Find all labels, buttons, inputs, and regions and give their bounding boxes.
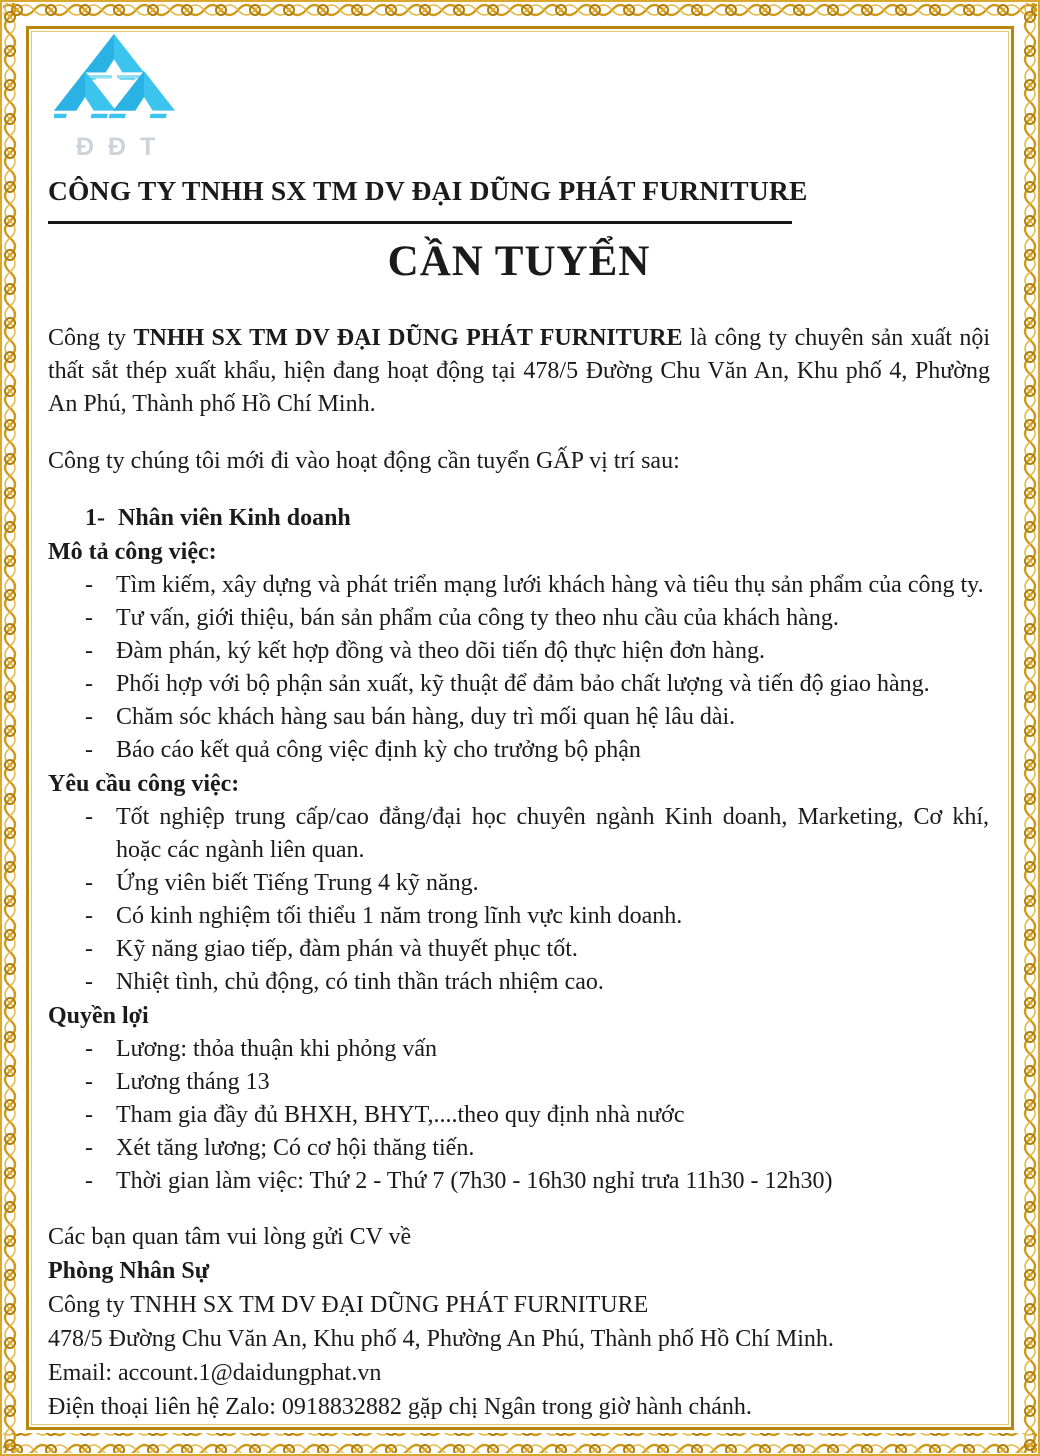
intro-suffix: là công ty chuyên sản xuất nội thất sắt thép xuất khẩu, hiện đang hoạt động tại 478/5 Đường Chu Văn An, Khu phố 4, Phường An Phú, Thành phố Hồ Chí Minh. <box>48 324 990 417</box>
footer-email: Email: account.1@daidungphat.vn <box>48 1359 382 1386</box>
cv-invite-line: Các bạn quan tâm vui lòng gửi CV về <box>48 1223 412 1250</box>
footer-address: 478/5 Đường Chu Văn An, Khu phố 4, Phường An Phú, Thành phố Hồ Chí Minh. <box>48 1325 834 1352</box>
bullet-dash: - <box>85 968 93 995</box>
bullet-dash: - <box>85 869 93 896</box>
list-item: - Phối hợp với bộ phận sản xuất, kỹ thuật để đảm bảo chất lượng và tiến độ giao hàng. <box>85 668 990 701</box>
section-heading-job-description: Mô tả công việc: <box>48 538 217 565</box>
company-name-header: CÔNG TY TNHH SX TM DV ĐẠI DŨNG PHÁT FURNITURE <box>48 175 808 206</box>
bullet-dash: - <box>85 1167 93 1194</box>
bullet-dash: - <box>85 1101 93 1128</box>
bullet-dash: - <box>85 637 93 664</box>
list-item: - Ứng viên biết Tiếng Trung 4 kỹ năng. <box>85 867 990 900</box>
list-item: - Lương: thỏa thuận khi phỏng vấn <box>85 1033 990 1066</box>
benefits-list <box>48 1033 990 1198</box>
header-divider <box>48 221 792 224</box>
list-item: - Tốt nghiệp trung cấp/cao đẳng/đại học chuyên ngành Kinh doanh, Marketing, Cơ khí, hoặc các ngành liên quan. <box>85 801 990 867</box>
company-logo <box>54 34 990 160</box>
list-item: - Kỹ năng giao tiếp, đàm phán và thuyết phục tốt. <box>85 933 990 966</box>
bullet-dash: - <box>85 703 93 730</box>
list-item: - Tìm kiếm, xây dựng và phát triển mạng lưới khách hàng và tiêu thụ sản phẩm của công ty. <box>85 569 990 602</box>
list-item: - Chăm sóc khách hàng sau bán hàng, duy trì mối quan hệ lâu dài. <box>85 701 990 734</box>
bullet-dash: - <box>85 1035 93 1062</box>
list-item: - Tham gia đầy đủ BHXH, BHYT,....theo quy định nhà nước <box>85 1099 990 1132</box>
logo-wordmark: ĐĐT <box>76 133 170 161</box>
position-title: Nhân viên Kinh doanh <box>118 504 351 531</box>
section-heading-benefits: Quyền lợi <box>48 1002 149 1029</box>
bullet-dash: - <box>85 935 93 962</box>
bullet-dash: - <box>85 670 93 697</box>
contact-block <box>48 1220 990 1424</box>
footer-company-name: Công ty TNHH SX TM DV ĐẠI DŨNG PHÁT FURNITURE <box>48 1291 649 1318</box>
hr-department: Phòng Nhân Sự <box>48 1257 210 1284</box>
bullet-dash: - <box>85 1068 93 1095</box>
intro-company-bold: TNHH SX TM DV ĐẠI DŨNG PHÁT FURNITURE <box>133 324 683 351</box>
intro-prefix: Công ty <box>48 324 134 351</box>
list-item: - Nhiệt tình, chủ động, có tinh thần trách nhiệm cao. <box>85 966 990 999</box>
footer-phone-zalo: Điện thoại liên hệ Zalo: 0918832882 gặp chị Ngân trong giờ hành chánh. <box>48 1393 752 1420</box>
logo-triangles-icon <box>54 34 176 122</box>
bullet-dash: - <box>85 1134 93 1161</box>
list-item: - Tư vấn, giới thiệu, bán sản phẩm của công ty theo nhu cầu của khách hàng. <box>85 602 990 635</box>
list-item: - Đàm phán, ký kết hợp đồng và theo dõi tiến độ thực hiện đơn hàng. <box>85 635 990 668</box>
intro-paragraph <box>48 322 990 421</box>
list-item: - Xét tăng lương; Có cơ hội thăng tiến. <box>85 1132 990 1165</box>
list-item: - Báo cáo kết quả công việc định kỳ cho trưởng bộ phận <box>85 734 990 767</box>
page-title: CẦN TUYỂN <box>387 238 651 285</box>
list-item: - Thời gian làm việc: Thứ 2 - Thứ 7 (7h30 - 16h30 nghỉ trưa 11h30 - 12h30) <box>85 1165 990 1198</box>
bullet-dash: - <box>85 736 93 763</box>
bullet-dash: - <box>85 571 93 598</box>
list-item: - Có kinh nghiệm tối thiểu 1 năm trong lĩnh vực kinh doanh. <box>85 900 990 933</box>
bullet-dash: - <box>85 604 93 631</box>
bullet-dash: - <box>85 902 93 929</box>
requirements-list <box>48 801 990 999</box>
flyer-content <box>48 34 990 1424</box>
job-description-list <box>48 569 990 767</box>
position-heading <box>48 502 990 535</box>
section-heading-requirements: Yêu cầu công việc: <box>48 770 240 797</box>
bullet-dash: - <box>85 803 93 830</box>
opening-line: Công ty chúng tôi mới đi vào hoạt động cần tuyển GẤP vị trí sau: <box>48 447 680 474</box>
position-number: 1- <box>85 504 105 531</box>
list-item: - Lương tháng 13 <box>85 1066 990 1099</box>
